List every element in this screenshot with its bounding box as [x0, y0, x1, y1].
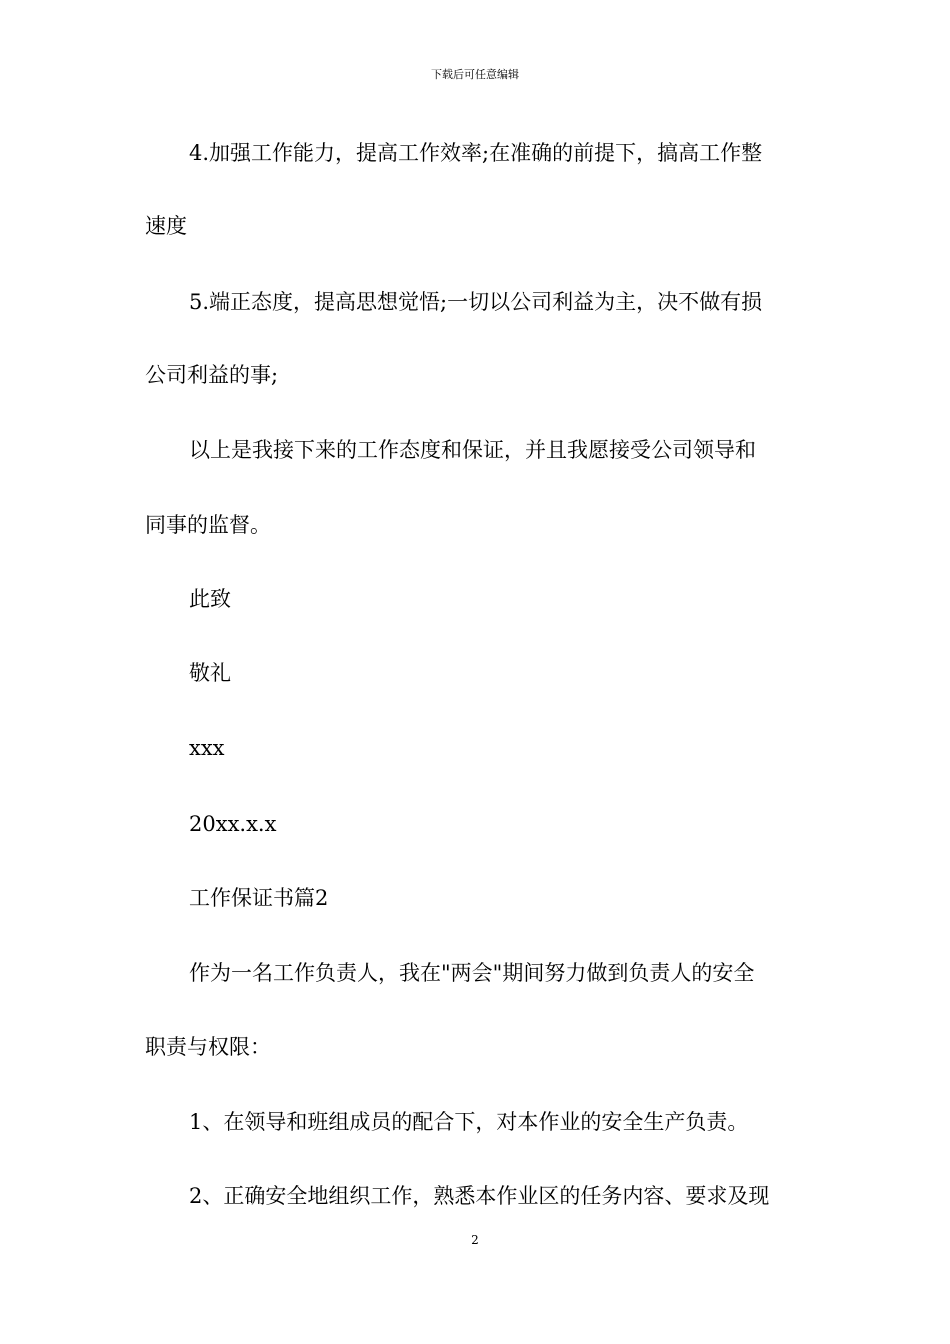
paragraph-line: 以上是我接下来的工作态度和保证，并且我愿接受公司领导和	[189, 438, 756, 462]
section-title: 工作保证书篇2	[189, 886, 329, 910]
signature-date: 20xx.x.x	[189, 812, 277, 836]
paragraph-line: 速度	[145, 214, 187, 238]
page-header: 下载后可任意编辑	[431, 68, 519, 81]
paragraph-line: 职责与权限：	[145, 1035, 271, 1059]
paragraph-line: 5.端正态度，提高思想觉悟;一切以公司利益为主，决不做有损	[189, 290, 763, 314]
signature-name: xxx	[189, 736, 225, 760]
list-item: 1、在领导和班组成员的配合下，对本作业的安全生产负责。	[189, 1110, 749, 1134]
paragraph-line: 作为一名工作负责人，我在"两会"期间努力做到负责人的安全	[189, 961, 755, 985]
closing-regards: 敬礼	[189, 661, 231, 685]
paragraph-line: 同事的监督。	[145, 513, 271, 537]
page-number: 2	[471, 1233, 479, 1247]
paragraph-line: 公司利益的事;	[145, 363, 279, 387]
list-item: 2、正确安全地组织工作，熟悉本作业区的任务内容、要求及现	[189, 1184, 770, 1208]
closing-salutation: 此致	[189, 587, 231, 611]
paragraph-line: 4.加强工作能力，提高工作效率;在准确的前提下，搞高工作整	[189, 141, 763, 165]
